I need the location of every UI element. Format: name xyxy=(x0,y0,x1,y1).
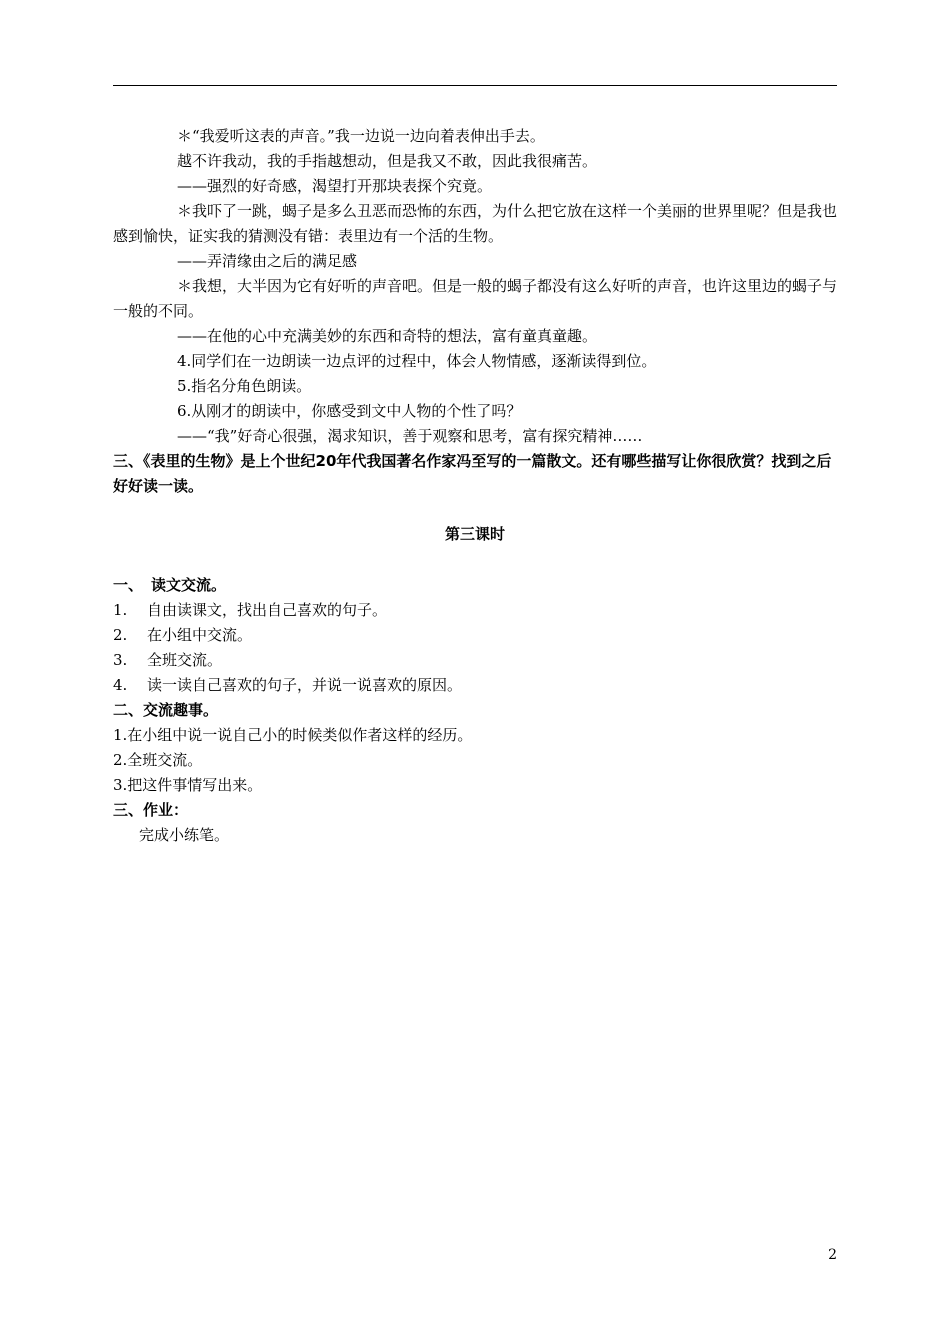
quote-paragraph-1: ＊“我爱听这表的声音。”我一边说一边向着表伸出手去。 xyxy=(177,127,545,145)
lesson-section-1-heading xyxy=(113,573,837,598)
lesson-section-3-heading: 三、作业： xyxy=(113,801,189,819)
list-item xyxy=(113,623,837,648)
step-5: 5.指名分角色朗读。 xyxy=(177,377,312,395)
lesson-section-1-title: 读文交流。 xyxy=(151,576,227,594)
comment-paragraph-3: ——在他的心中充满美妙的东西和奇特的想法，富有童真童趣。 xyxy=(177,327,598,345)
list-item-text: 全班交流。 xyxy=(147,651,223,669)
header-rule xyxy=(113,85,837,86)
comment-paragraph-4: ——“我”好奇心很强，渴求知识，善于观察和思考，富有探究精神…… xyxy=(177,427,643,445)
lesson-three-title: 第三课时 xyxy=(444,525,505,543)
list-item xyxy=(113,598,837,623)
list-item-number: 3. xyxy=(113,651,128,669)
lesson-section-1-number: 一、 xyxy=(113,576,144,594)
step-4: 4.同学们在一边朗读一边点评的过程中，体会人物情感，逐渐读得到位。 xyxy=(177,352,657,370)
comment-paragraph-1: ——强烈的好奇感，渴望打开那块表探个究竟。 xyxy=(177,177,493,195)
list-item: 2.全班交流。 xyxy=(113,751,203,769)
quote-paragraph-2: 越不许我动，我的手指越想动，但是我又不敢，因此我很痛苦。 xyxy=(177,152,598,170)
list-item-text: 自由读课文，找出自己喜欢的句子。 xyxy=(147,601,388,619)
list-item-number: 2. xyxy=(113,626,128,644)
comment-paragraph-2: ——弄清缘由之后的满足感 xyxy=(177,252,358,270)
list-item-text: 在小组中交流。 xyxy=(147,626,253,644)
list-item-number: 1. xyxy=(113,601,128,619)
homework-text: 完成小练笔。 xyxy=(139,826,230,844)
document-body xyxy=(113,124,837,848)
list-item xyxy=(113,673,837,698)
list-item-text: 读一读自己喜欢的句子，并说一说喜欢的原因。 xyxy=(147,676,463,694)
list-item xyxy=(113,648,837,673)
lesson-section-2-heading: 二、交流趣事。 xyxy=(113,701,219,719)
quote-paragraph-4: ＊我想，大半因为它有好听的声音吧。但是一般的蝎子都没有这么好听的声音，也许这里边的蝎子与一般的不同。 xyxy=(113,277,838,320)
section-three-paragraph: 三、《表里的生物》是上个世纪20年代我国著名作家冯至写的一篇散文。还有哪些描写让你很欣赏？找到之后好好读一读。 xyxy=(113,452,832,495)
list-item: 3.把这件事情写出来。 xyxy=(113,776,263,794)
page-number: 2 xyxy=(828,1247,837,1263)
step-6: 6.从刚才的朗读中，你感受到文中人物的个性了吗？ xyxy=(177,402,522,420)
list-item-number: 4. xyxy=(113,676,128,694)
quote-paragraph-3: ＊我吓了一跳，蝎子是多么丑恶而恐怖的东西，为什么把它放在这样一个美丽的世界里呢？但是我也感到愉快，证实我的猜测没有错：表里边有一个活的生物。 xyxy=(113,202,838,245)
list-item: 1.在小组中说一说自己小的时候类似作者这样的经历。 xyxy=(113,726,473,744)
